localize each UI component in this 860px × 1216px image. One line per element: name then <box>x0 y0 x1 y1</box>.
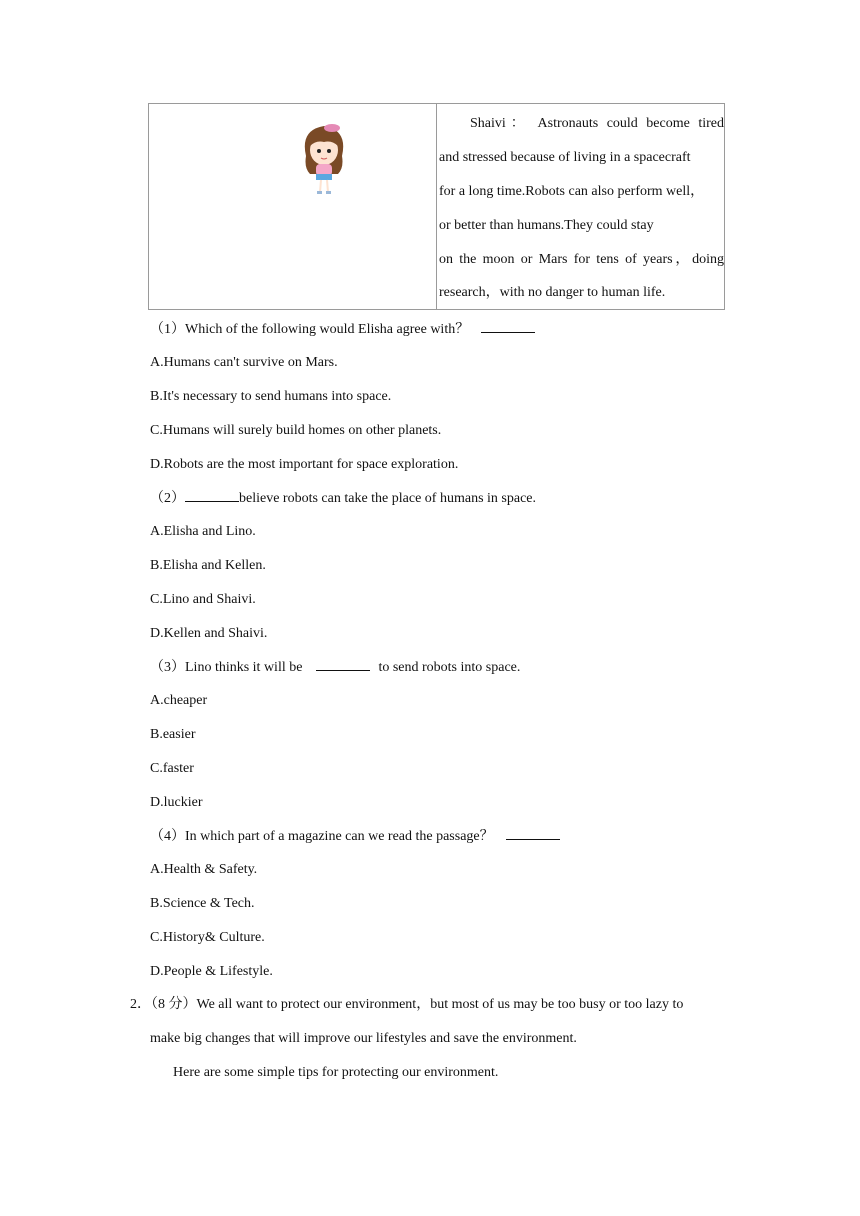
option: B.It's necessary to send humans into space. <box>150 389 392 404</box>
option: A.Humans can't survive on Mars. <box>150 355 338 370</box>
card-text-line: on the moon or Mars for tens of years，doing <box>439 252 724 267</box>
answer-blank <box>481 320 535 333</box>
text-cell <box>437 104 724 309</box>
option: C.History& Culture. <box>150 930 265 945</box>
option: D.People & Lifestyle. <box>150 964 273 979</box>
answer-blank <box>506 827 560 840</box>
image-cell <box>149 104 437 309</box>
question-2 <box>150 489 536 508</box>
option: D.Robots are the most important for space exploration. <box>150 457 459 472</box>
section-2-intro: 2．（8 分）We all want to protect our environment，but most of us may be too busy or too lazy to <box>130 997 684 1012</box>
question-1 <box>150 320 539 339</box>
card-text-line: for a long time.Robots can also perform well， <box>439 184 705 199</box>
option: D.luckier <box>150 795 203 810</box>
question-3 <box>150 658 520 677</box>
question-4 <box>150 827 564 846</box>
question-1-text: （1）Which of the following would Elisha agree with？ <box>150 322 470 337</box>
section-2-text: Here are some simple tips for protecting our environment. <box>173 1065 499 1080</box>
card-text-line: or better than humans.They could stay <box>439 218 654 233</box>
option: B.Elisha and Kellen. <box>150 558 266 573</box>
option: A.cheaper <box>150 693 208 708</box>
option: C.Lino and Shaivi. <box>150 592 256 607</box>
option: B.easier <box>150 727 196 742</box>
section-2-text: make big changes that will improve our lifestyles and save the environment. <box>150 1031 577 1046</box>
option: A.Health & Safety. <box>150 862 258 877</box>
opinion-card-table <box>148 103 725 310</box>
answer-blank <box>316 658 370 671</box>
question-4-text: （4）In which part of a magazine can we read the passage？ <box>150 829 494 844</box>
option: C.Humans will surely build homes on other planets. <box>150 423 442 438</box>
question-3-prefix: （3）Lino thinks it will be <box>150 660 303 675</box>
card-text-line: research，with no danger to human life. <box>439 285 666 300</box>
card-text-line: and stressed because of living in a spacecraft <box>439 150 691 165</box>
question-3-text: to send robots into space. <box>378 660 521 675</box>
option: B.Science & Tech. <box>150 896 255 911</box>
answer-blank <box>185 489 239 502</box>
cartoon-girl-illustration <box>294 116 354 196</box>
option: A.Elisha and Lino. <box>150 524 256 539</box>
question-2-prefix: （2） <box>150 491 185 506</box>
option: D.Kellen and Shaivi. <box>150 626 268 641</box>
option: C.faster <box>150 761 194 776</box>
question-2-text: believe robots can take the place of humans in space. <box>239 491 536 506</box>
card-text-line: Shaivi： Astronauts could become tired <box>470 116 724 131</box>
